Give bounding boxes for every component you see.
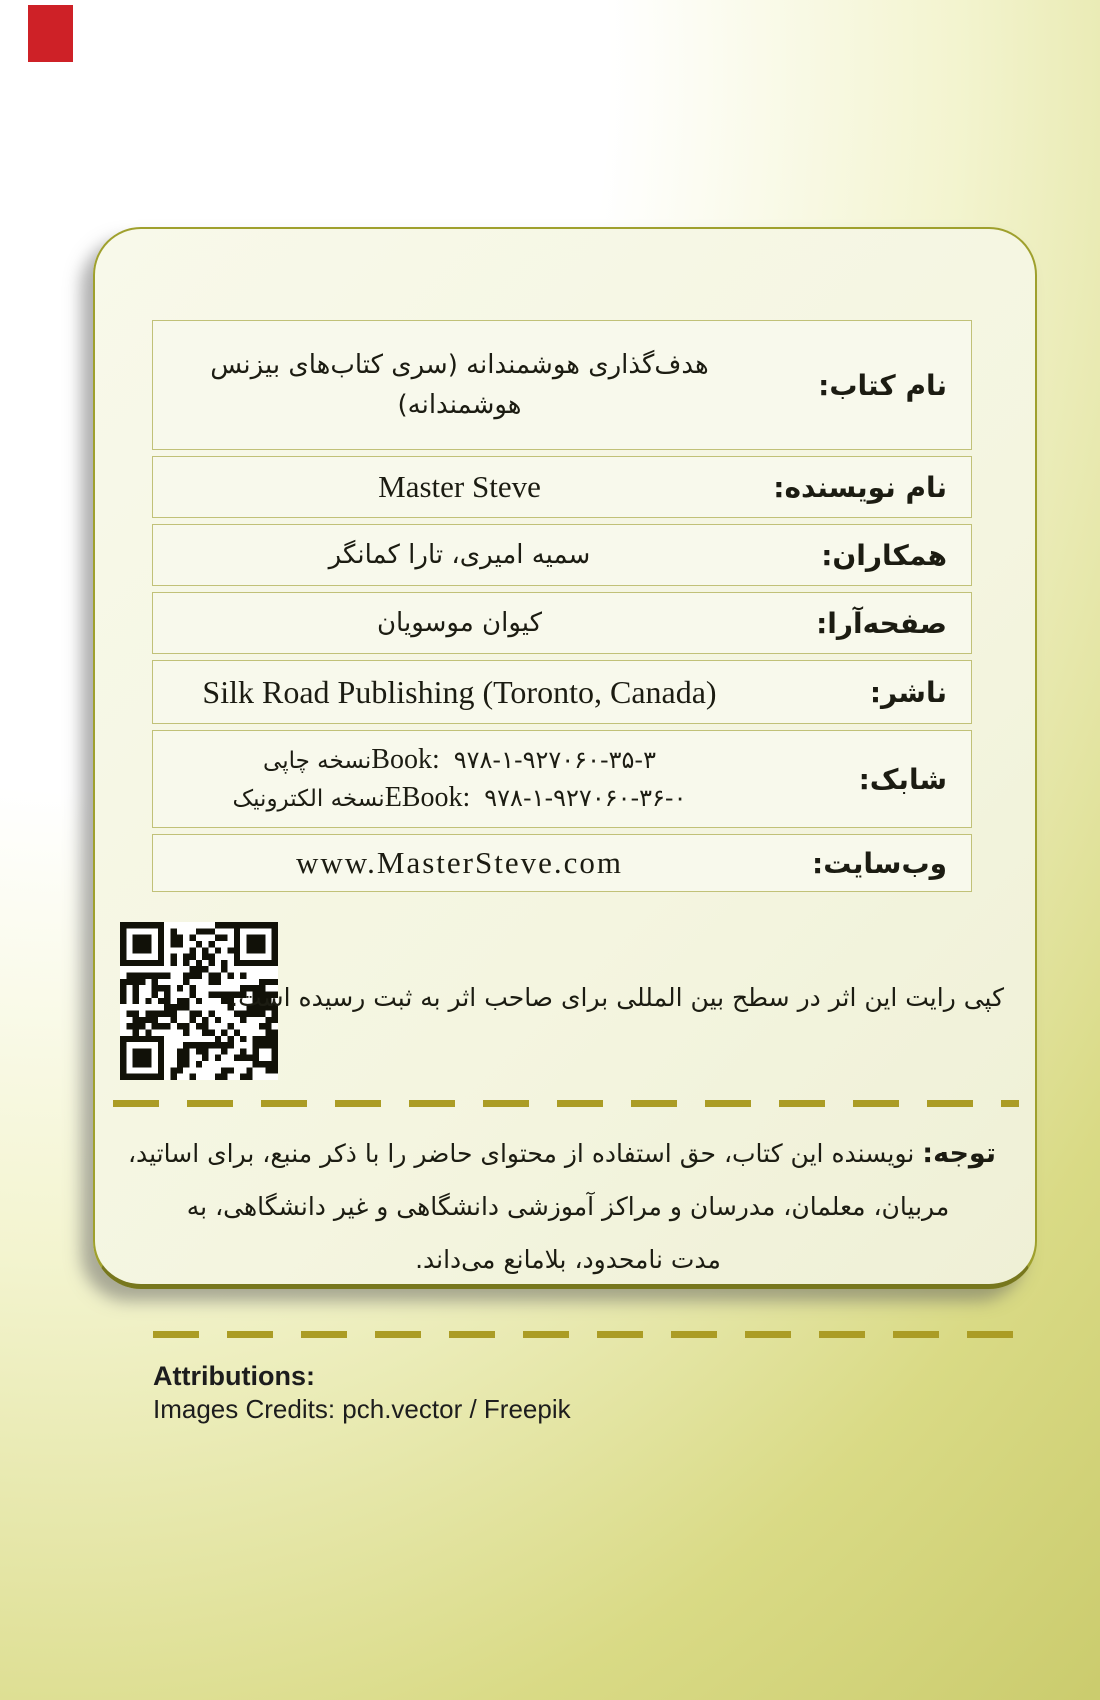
publisher-value: Silk Road Publishing (Toronto, Canada) <box>202 673 717 710</box>
isbn-ebook-line <box>233 782 687 814</box>
author-label: نام نویسنده: <box>773 470 947 504</box>
red-corner-marker <box>28 5 73 62</box>
book-title-line1: هدف‌گذاری هوشمندانه (سری کتاب‌های بیزنس <box>210 349 709 380</box>
table-row-website <box>152 834 972 892</box>
layout-designer-label: صفحه‌آرا: <box>816 606 947 640</box>
table-row-book-title <box>152 320 972 450</box>
copyright-statement: کپی رایت این اثر در سطح بین المللی برای صاحب اثر به ثبت رسیده است. <box>230 982 1004 1012</box>
colophon-card <box>93 227 1037 1289</box>
table-row-collaborators <box>152 524 972 586</box>
note-line-2: مربیان، معلمان، مدرسان و مراکز آموزشی دانشگاهی و غیر دانشگاهی، به <box>186 1192 950 1221</box>
book-info-table <box>152 320 972 898</box>
dashed-divider-outer <box>153 1331 1027 1338</box>
book-title-line2: هوشمندانه) <box>397 390 522 420</box>
isbn-label: شابک: <box>858 762 947 796</box>
dashed-divider-inner <box>113 1100 1019 1107</box>
table-row-isbn <box>152 730 972 828</box>
publisher-label: ناشر: <box>869 675 947 709</box>
attributions-title: Attributions: <box>153 1361 315 1391</box>
note-line-3: مدت نامحدود، بلامانع می‌داند. <box>415 1245 721 1274</box>
table-row-publisher <box>152 660 972 724</box>
table-row-layout-designer <box>152 592 972 654</box>
isbn-value <box>153 731 766 827</box>
website-value: www.MasterSteve.com <box>296 845 623 880</box>
isbn-print-edition-label: نسخه چاپی <box>263 748 372 774</box>
book-title-value <box>153 321 766 449</box>
isbn-print-number: ۹۷۸-۱-۹۲۷۰۶۰-۳۵-۳ <box>453 746 656 774</box>
attributions-credits: Images Credits: pch.vector / Freepik <box>153 1394 571 1424</box>
attributions-block <box>153 1360 571 1426</box>
table-row-author <box>152 456 972 518</box>
isbn-ebook-edition-label: نسخه الکترونیک <box>232 786 385 812</box>
usage-note <box>127 1127 996 1286</box>
note-line-1: توجه: نویسنده این کتاب، حق استفاده از محتوای حاضر را با ذکر منبع، برای اساتید، <box>127 1138 996 1169</box>
website-label: وب‌سایت: <box>812 846 947 880</box>
collaborators-value: سمیه امیری، تارا کمانگر <box>328 539 591 570</box>
isbn-print-line <box>263 744 656 776</box>
isbn-ebook-prefix: EBook: <box>384 782 471 813</box>
author-value: Master Steve <box>378 469 541 504</box>
isbn-print-prefix: Book: <box>371 744 440 775</box>
collaborators-label: همکاران: <box>821 538 947 572</box>
layout-designer-value: کیوان موسویان <box>376 607 543 638</box>
isbn-ebook-number: ۹۷۸-۱-۹۲۷۰۶۰-۳۶-۰ <box>484 784 687 812</box>
book-title-label: نام کتاب: <box>818 368 947 402</box>
note-label: توجه: <box>922 1138 996 1169</box>
